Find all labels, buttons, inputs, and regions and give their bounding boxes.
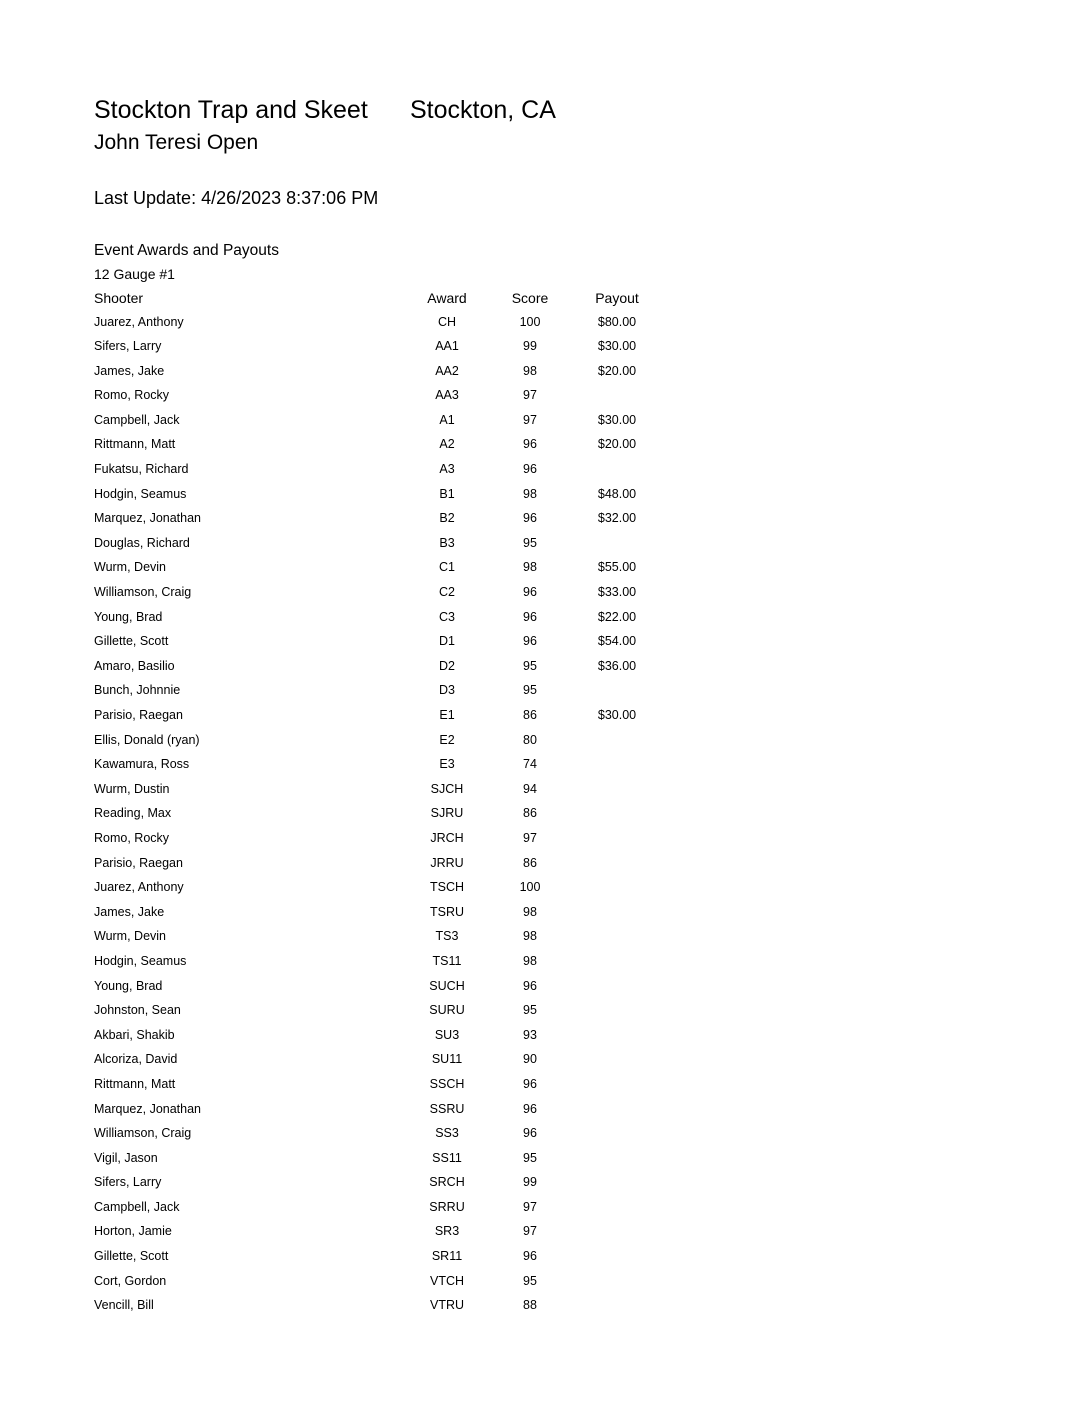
shooter-cell: Johnston, Sean: [94, 1003, 181, 1018]
shooter-cell: Williamson, Craig: [94, 585, 192, 600]
shooter-cell: Fukatsu, Richard: [94, 462, 189, 477]
shooter-cell: Rittmann, Matt: [94, 1076, 176, 1091]
shooter-cell: James, Jake: [94, 904, 165, 919]
table-row: Sifers, Larry AA1 99 $30.00: [94, 339, 637, 354]
shooter-cell: Reading, Max: [94, 806, 172, 821]
shooter-cell: Kawamura, Ross: [94, 757, 190, 772]
table-row: Johnston, Sean SURU 95: [94, 1003, 537, 1018]
shooter-cell: Ellis, Donald (ryan): [94, 732, 200, 747]
shooter-cell: Wurm, Devin: [94, 560, 167, 575]
table-row: Horton, Jamie SR3 97: [94, 1224, 537, 1239]
table-row: Wurm, Devin TS3 98: [94, 929, 537, 944]
shooter-cell: Romo, Rocky: [94, 830, 170, 845]
table-row: Campbell, Jack A1 97 $30.00: [94, 412, 637, 427]
table-row: Rittmann, Matt SSCH 96: [94, 1076, 537, 1091]
table-row: Gillette, Scott D1 96 $54.00: [94, 634, 637, 649]
shooter-cell: Parisio, Raegan: [94, 855, 183, 870]
shooter-cell: Marquez, Jonathan: [94, 1101, 202, 1116]
table-row: Parisio, Raegan JRRU 86: [94, 855, 537, 870]
shooter-cell: Juarez, Anthony: [94, 880, 184, 895]
table-row: Vigil, Jason SS11 95: [94, 1150, 537, 1165]
table-row: Sifers, Larry SRCH 99: [94, 1175, 537, 1190]
shooter-cell: Vigil, Jason: [94, 1150, 158, 1165]
table-row: Akbari, Shakib SU3 93: [94, 1027, 537, 1042]
table-row: Rittmann, Matt A2 96 $20.00: [94, 437, 637, 452]
shooter-cell: Akbari, Shakib: [94, 1027, 175, 1042]
shooter-cell: Sifers, Larry: [94, 339, 162, 354]
table-row: Williamson, Craig C2 96 $33.00: [94, 585, 637, 600]
shooter-cell: Sifers, Larry: [94, 1175, 162, 1190]
shooter-cell: Wurm, Dustin: [94, 781, 170, 796]
shooter-cell: James, Jake: [94, 363, 165, 378]
table-row: Alcoriza, David SU11 90: [94, 1052, 537, 1067]
table-row: Williamson, Craig SS3 96: [94, 1126, 537, 1141]
table-row: Romo, Rocky AA3 97: [94, 388, 537, 403]
table-row: Juarez, Anthony CH 100 $80.00: [94, 314, 637, 329]
section-title: Event Awards and Payouts: [94, 242, 279, 259]
table-row: Gillette, Scott SR11 96: [94, 1249, 537, 1264]
shooter-cell: Cort, Gordon: [94, 1273, 167, 1288]
shooter-cell: Hodgin, Seamus: [94, 953, 187, 968]
shooter-cell: Hodgin, Seamus: [94, 486, 187, 501]
shooter-cell: Horton, Jamie: [94, 1224, 172, 1239]
shooter-cell: Douglas, Richard: [94, 535, 190, 550]
table-header-row: Shooter Award Score Payout: [94, 290, 639, 306]
shooter-cell: Gillette, Scott: [94, 634, 169, 649]
table-row: Cort, Gordon VTCH 95: [94, 1273, 537, 1288]
shooter-cell: Gillette, Scott: [94, 1249, 169, 1264]
table-row: Kawamura, Ross E3 74: [94, 757, 537, 772]
club-location: Stockton, CA: [410, 96, 556, 124]
table-row: Young, Brad C3 96 $22.00: [94, 609, 637, 624]
shooter-cell: Campbell, Jack: [94, 1199, 180, 1214]
shooter-cell: Young, Brad: [94, 978, 163, 993]
table-row: Hodgin, Seamus B1 98 $48.00: [94, 486, 637, 501]
shooter-cell: Bunch, Johnnie: [94, 683, 181, 698]
shooter-cell: Young, Brad: [94, 609, 163, 624]
table-row: Young, Brad SUCH 96: [94, 978, 537, 993]
table-row: Wurm, Dustin SJCH 94: [94, 781, 537, 796]
table-row: Wurm, Devin C1 98 $55.00: [94, 560, 637, 575]
column-header-shooter: Shooter: [94, 290, 144, 306]
table-row: Romo, Rocky JRCH 97: [94, 830, 537, 845]
shooter-cell: Vencill, Bill: [94, 1298, 154, 1313]
shooter-cell: Amaro, Basilio: [94, 658, 175, 673]
table-row: Marquez, Jonathan SSRU 96: [94, 1101, 537, 1116]
table-row: Ellis, Donald (ryan) E2 80: [94, 732, 537, 747]
table-body: [94, 315, 654, 1323]
shooter-cell: Juarez, Anthony: [94, 314, 184, 329]
last-update-timestamp: Last Update: 4/26/2023 8:37:06 PM: [94, 188, 379, 208]
table-row: James, Jake TSRU 98: [94, 904, 537, 919]
shooter-cell: Williamson, Craig: [94, 1126, 192, 1141]
event-name: 12 Gauge #1: [94, 266, 175, 282]
shooter-cell: Marquez, Jonathan: [94, 511, 202, 526]
table-row: Campbell, Jack SRRU 97: [94, 1199, 537, 1214]
table-row: Parisio, Raegan E1 86 $30.00: [94, 708, 637, 722]
table-row: Amaro, Basilio D2 95 $36.00: [94, 658, 637, 673]
table-row: Reading, Max SJRU 86: [94, 806, 537, 821]
club-name: Stockton Trap and Skeet: [94, 96, 368, 124]
shooter-cell: Romo, Rocky: [94, 388, 170, 403]
shooter-cell: Wurm, Devin: [94, 929, 167, 944]
table-row: Hodgin, Seamus TS11 98: [94, 953, 537, 968]
shooter-cell: Alcoriza, David: [94, 1052, 178, 1067]
awards-table: [94, 290, 654, 1323]
table-row: Douglas, Richard B3 95: [94, 535, 537, 550]
event-title: John Teresi Open: [94, 131, 259, 154]
shooter-cell: Campbell, Jack: [94, 412, 180, 427]
shooter-cell: Parisio, Raegan: [94, 708, 183, 722]
table-row: Juarez, Anthony TSCH 100: [94, 880, 541, 895]
table-row: Fukatsu, Richard A3 96: [94, 462, 537, 477]
shooter-cell: Rittmann, Matt: [94, 437, 176, 452]
table-row: Marquez, Jonathan B2 96 $32.00: [94, 511, 637, 526]
table-row: James, Jake AA2 98 $20.00: [94, 363, 637, 378]
table-row: Bunch, Johnnie D3 95: [94, 683, 537, 698]
page-title: [94, 96, 556, 125]
table-row: Vencill, Bill VTRU 88: [94, 1298, 537, 1313]
